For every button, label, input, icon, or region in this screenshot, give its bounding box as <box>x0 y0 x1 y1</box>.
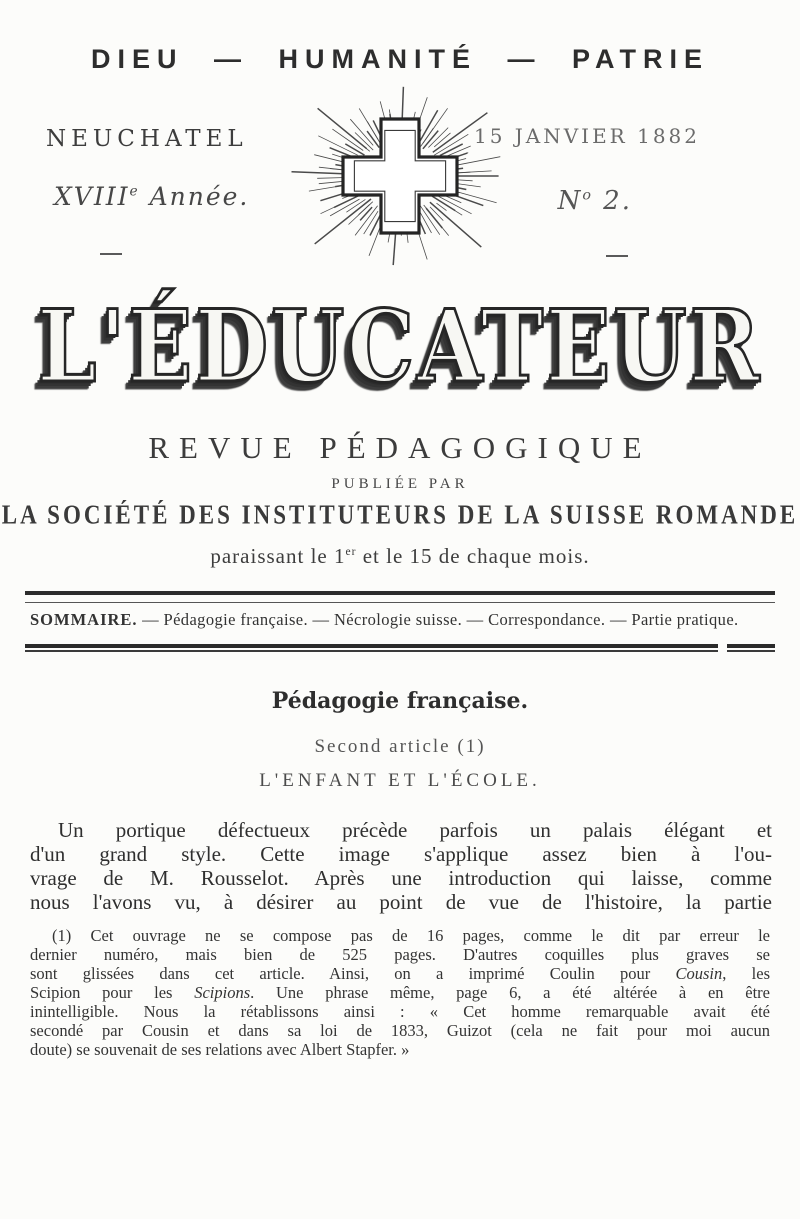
article-section-heading: L'ENFANT ET L'ÉCOLE. <box>259 770 541 791</box>
article-title: Pédagogie française. <box>271 688 529 714</box>
rule-segment-main <box>25 644 718 652</box>
motto: DIEU — HUMANITÉ — PATRIE <box>90 44 709 74</box>
separator-dash-left <box>100 253 122 255</box>
footnote <box>30 926 770 1059</box>
masthead-title: L'ÉDUCATEUR <box>37 288 763 405</box>
sommaire-label: SOMMAIRE. <box>30 610 138 629</box>
footnote-line: Scipion pour les Scipions. Une phrase même, page 6, a été altérée à en être <box>30 983 770 1002</box>
issue-date: 15 JANVIER 1882 <box>473 124 700 148</box>
body-line: vrage de M. Rousselot. Après une introduction qui laisse, comme <box>30 866 772 890</box>
separator-dash-right <box>606 255 628 257</box>
city-label: NEUCHATEL <box>46 126 248 152</box>
footnote-line: secondé par Cousin et dans sa loi de 1833, Guizot (cela ne fait pour moi aucun <box>30 1021 770 1040</box>
article-body <box>30 818 772 914</box>
masthead-subtitle: REVUE PÉDAGOGIQUE <box>148 430 652 465</box>
society-name: LA SOCIÉTÉ DES INSTITUTEURS DE LA SUISSE ROMANDE <box>1 500 799 530</box>
published-by-label: PUBLIÉE PAR <box>331 476 469 492</box>
rule-segment-end <box>727 644 775 652</box>
article-subtitle: Second article (1) <box>314 736 486 757</box>
footnote-line: inintelligible. Nous la rétablissons ainsi : « Cet homme remarquable avait été <box>30 1002 770 1021</box>
double-rule-bottom <box>25 644 775 652</box>
body-line: Un portique défectueux précède parfois un palais élégant et <box>58 818 772 842</box>
footnote-line: dernier numéro, mais bien de 525 pages. D'autres coquilles plus graves se <box>30 945 770 964</box>
footnote-line: (1) Cet ouvrage ne se compose pas de 16 pages, comme le dit par erreur le <box>52 926 770 945</box>
body-line: nous l'avons vu, à désirer au point de vue de l'histoire, la partie <box>30 890 772 914</box>
frequency-line: paraissant le 1er et le 15 de chaque mois. <box>210 544 590 568</box>
sommaire-line <box>30 610 770 630</box>
year-label: XVIIIe Année. <box>54 182 250 211</box>
issue-number: $N^o$ 2. <box>557 186 632 216</box>
swiss-cross-sunburst-icon <box>288 86 512 266</box>
footnote-line: sont glissées dans cet article. Ainsi, on a imprimé Coulin pour Cousin, les <box>30 964 770 983</box>
footnote-line: doute) se souvenait de ses relations avec Albert Stapfer. » <box>30 1040 410 1059</box>
double-rule-top <box>25 591 775 603</box>
body-line: d'un grand style. Cette image s'applique assez bien à l'ou- <box>30 842 772 866</box>
sommaire-items: — Pédagogie française. — Nécrologie suisse. — Correspondance. — Partie pratique. <box>137 610 739 629</box>
